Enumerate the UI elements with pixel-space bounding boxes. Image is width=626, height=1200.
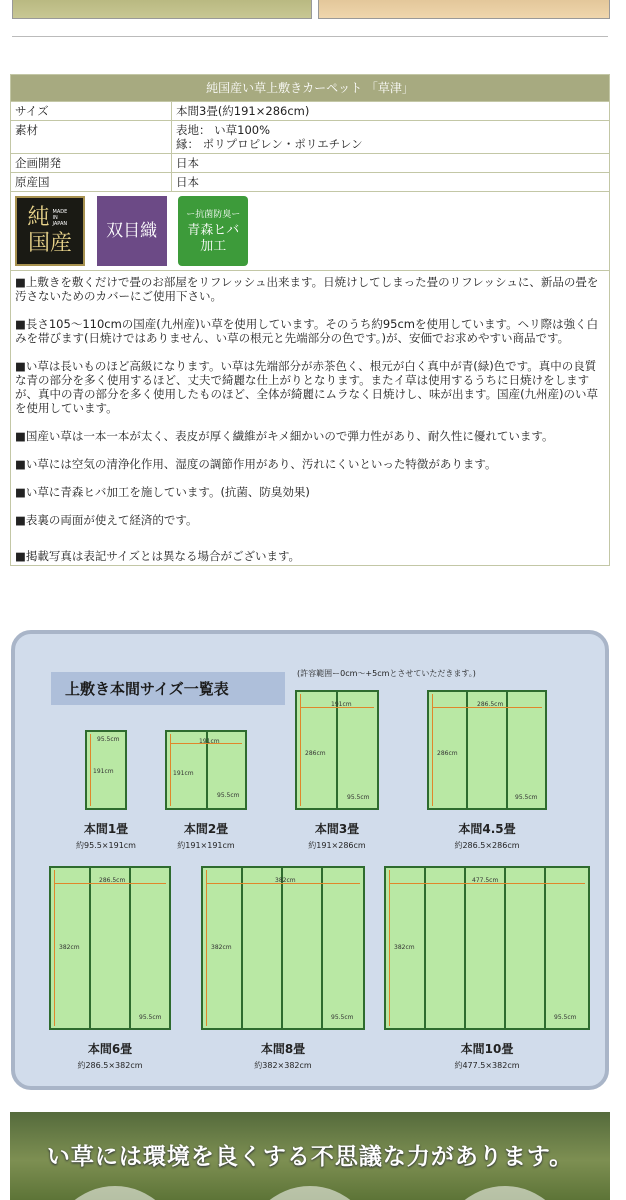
mat-dimension: 382cm [394, 944, 415, 951]
badge-domestic-text: 国産 [27, 231, 72, 256]
mat-dimension: 477.5cm [472, 877, 499, 884]
badge-pure-char: 純 [27, 205, 50, 230]
badge-processed-text: 加工 [200, 239, 227, 254]
badge-hiba-text: 青森ヒバ [187, 223, 240, 238]
size-chart [11, 630, 609, 1090]
banner-circle [440, 1186, 570, 1200]
banner-circle [245, 1186, 375, 1200]
mat-name: 本間3畳 [314, 822, 360, 836]
mat-dimension: 382cm [275, 877, 296, 884]
igusa-banner [10, 1112, 610, 1200]
mat-dimension: 191cm [93, 768, 114, 775]
desc-paragraph: ■い草には空気の清浄化作用、湿度の調節作用があり、汚れにくいといった特徴があります。 [15, 457, 497, 471]
desc-paragraph: ■い草に青森ヒバ加工を施しています。(抗菌、防臭効果) [15, 485, 310, 499]
tatami-photo [12, 0, 312, 19]
banner-headline: い草には環境を良くする不思議な力があります。 [46, 1144, 574, 1170]
spec-row-material [11, 121, 610, 154]
tolerance-note: (許容範囲ー0cm〜+5cmとさせていただきます。) [297, 669, 476, 678]
mat-size: 約286.5×382cm [77, 1061, 143, 1070]
mat-dimension: 191cm [331, 701, 352, 708]
mat-name: 本間10畳 [460, 1042, 514, 1056]
badge-made-in-japan: MADE IN JAPAN [52, 209, 68, 227]
spec-table [10, 74, 610, 566]
spec-row-origin [11, 173, 610, 192]
mat-dimension: 286cm [437, 750, 458, 757]
product-photo-strip [12, 0, 608, 37]
mat-dimension: 95.5cm [554, 1014, 577, 1021]
spec-title: 純国産い草上敷きカーペット 「草津」 [11, 75, 610, 102]
spec-label: 原産国 [11, 173, 172, 192]
desc-paragraph: ■表裏の両面が使えて経済的です。 [15, 513, 198, 527]
mat-size: 約95.5×191cm [76, 841, 136, 850]
mat-name: 本間6畳 [87, 1042, 133, 1056]
banner-circle [50, 1186, 180, 1200]
mat-dimension: 382cm [59, 944, 80, 951]
mat-dimension: 382cm [211, 944, 232, 951]
desc-paragraph: ■長さ105〜110cmの国産(九州産)い草を使用しています。そのうち約95cmを使用しています。ヘリ際は強く白みを帯びます(日焼けではありません、い草の根元と先端部分の色です。)が、安価でお求めやすい商品です。 [15, 317, 599, 345]
mat-dimension: 95.5cm [97, 736, 120, 743]
mat-name: 本間8畳 [260, 1042, 306, 1056]
spec-label: 企画開発 [11, 154, 172, 173]
double-weave-badge: 双目織 [97, 196, 167, 266]
size-chart-title: 上敷き本間サイズ一覧表 [51, 672, 285, 705]
mat-dimension: 95.5cm [515, 794, 538, 801]
mat-diagram-8jo [201, 866, 365, 1030]
mat-name: 本間1畳 [83, 822, 129, 836]
flooring-photo [318, 0, 610, 19]
mat-diagram-3jo [295, 690, 379, 810]
mat-diagram-10jo [384, 866, 590, 1030]
mat-dimension: 95.5cm [347, 794, 370, 801]
material-border: 縁： ポリプロピレン・ポリエチレン [176, 137, 363, 151]
mat-diagram-4-5jo [427, 690, 547, 810]
spec-label: 素材 [11, 121, 172, 154]
spec-row-size [11, 102, 610, 121]
mat-name: 本間2畳 [183, 822, 229, 836]
mat-dimension: 286.5cm [99, 877, 126, 884]
mat-dimension: 95.5cm [217, 792, 240, 799]
mat-dimension: 95.5cm [139, 1014, 162, 1021]
mat-dimension: 286.5cm [477, 701, 504, 708]
spec-value [172, 121, 610, 154]
mat-diagram-2jo [165, 730, 247, 810]
spec-row-planning [11, 154, 610, 173]
mat-dimension: 191cm [199, 738, 220, 745]
mat-size: 約191×286cm [308, 841, 366, 850]
mat-size: 約382×382cm [254, 1061, 312, 1070]
desc-paragraph: ■い草は長いものほど高級になります。い草は先端部分が赤茶色く、根元が白く真中が青(緑)色です。真中の良質な青の部分を多く使用するほど、丈夫で綺麗な仕上がりとなります。またイ草は使用するうちに日焼けをしますが、真中の青の部分を多く使用したものほど、全体が綺麗にムラなく日焼けし、味が出ます。国産(九州産)のい草を使用しています。 [15, 359, 599, 415]
desc-paragraph: ■国産い草は一本一本が太く、表皮が厚く繊維がキメ細かいので弾力性があり、耐久性に優れています。 [15, 429, 554, 443]
badge-row [11, 192, 610, 271]
desc-paragraph: ■掲載写真は表記サイズとは異なる場合がございます。 [15, 549, 301, 563]
mat-size: 約286.5×286cm [454, 841, 520, 850]
mat-diagram-1jo [85, 730, 127, 810]
made-in-japan-badge [15, 196, 85, 266]
mat-size: 約477.5×382cm [454, 1061, 520, 1070]
mat-dimension: 191cm [173, 770, 194, 777]
badge-antibacterial-caption: ー抗菌防臭ー [186, 210, 241, 220]
mat-name: 本間4.5畳 [458, 822, 516, 836]
mat-dimension: 286cm [305, 750, 326, 757]
hiba-antibacterial-badge [178, 196, 248, 266]
spec-value: 日本 [172, 173, 610, 192]
spec-value: 日本 [172, 154, 610, 173]
spec-label: サイズ [11, 102, 172, 121]
desc-paragraph: ■上敷きを敷くだけで畳のお部屋をリフレッシュ出来ます。日焼けしてしまった畳のリフレッシュに、新品の畳を汚さないためのカバーにご使用下さい。 [15, 275, 599, 303]
spec-value: 本間3畳(約191×286cm) [172, 102, 610, 121]
mat-dimension: 95.5cm [331, 1014, 354, 1021]
mat-size: 約191×191cm [177, 841, 235, 850]
material-face: 表地： い草100% [176, 123, 271, 137]
mat-diagram-6jo [49, 866, 171, 1030]
description-row [11, 271, 610, 566]
